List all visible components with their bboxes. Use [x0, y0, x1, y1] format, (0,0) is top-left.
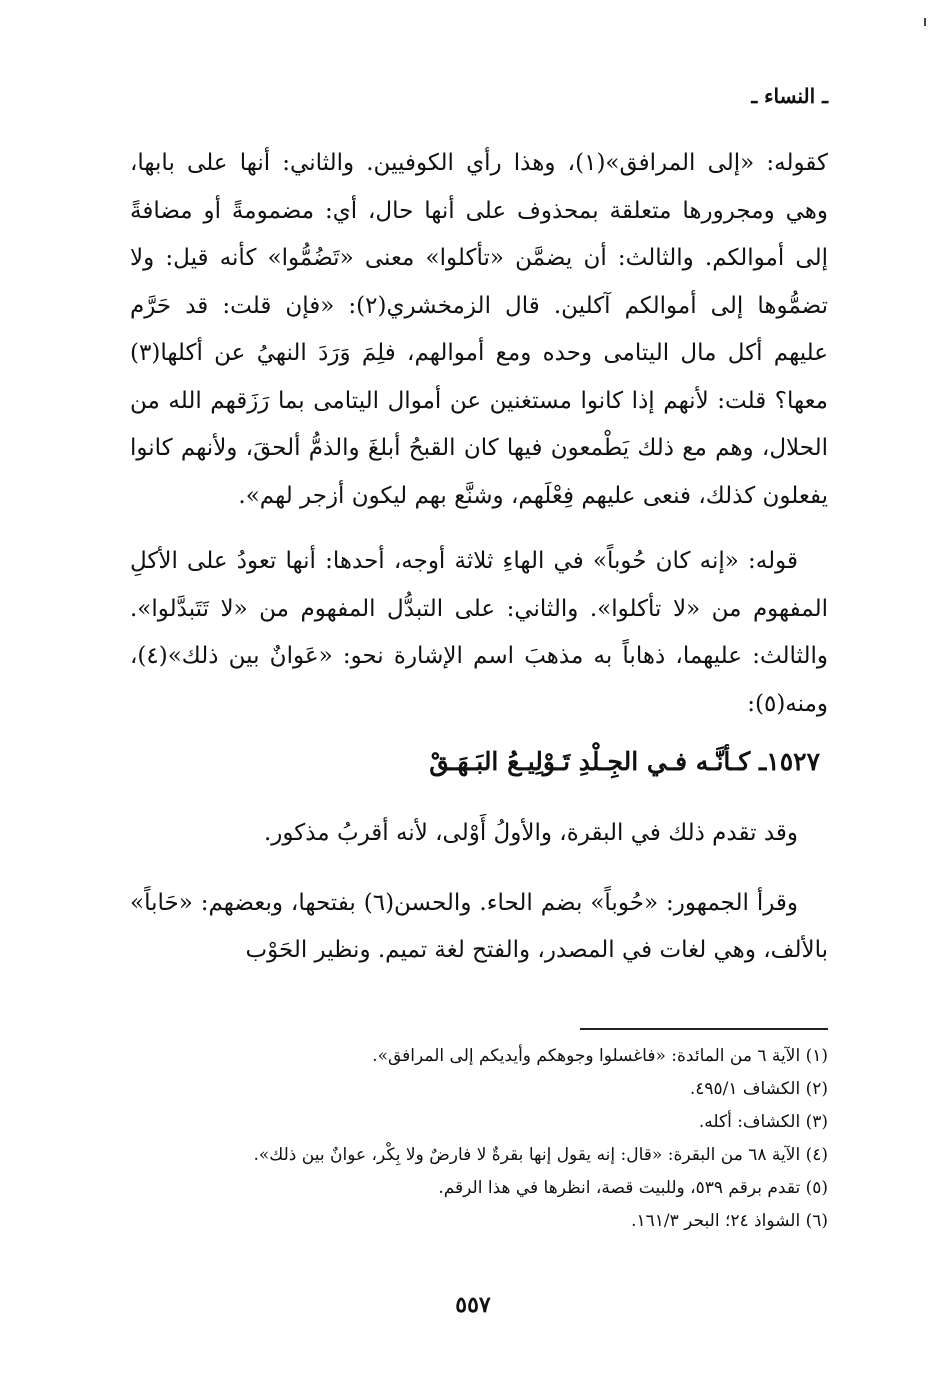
footnote-1: (١) الآية ٦ من المائدة: «فاغسلوا وجوهكم وأيديكم إلى المرافق». — [372, 1046, 828, 1066]
main-text — [130, 140, 828, 975]
page-number: ٥٥٧ — [455, 1292, 491, 1318]
footnote-divider — [580, 1028, 828, 1030]
paragraph-1: كقوله: «إلى المرافق»(١)، وهذا رأي الكوفيين. والثاني: أنها على بابها، وهي ومجرورها متعلقة بمحذوف على أنها حال، أي: مضمومةً أو مضافةً إلى أموالكم. والثالث: أن يضمَّن «تأكلوا» معنى «تَضُمُّوا» كأنه قيل: ولا تضمُّوها إلى أموالكم آكلين. قال الزمخشري(٢): «فإن قلت: قد حَرَّم عليهم أكل مال اليتامى وحده ومع أموالهم، فلِمَ وَرَدَ النهيُ عن أكلها(٣) معها؟ قلت: لأنهم إذا كانوا مستغنين عن أموال اليتامى بما رَزَقهم الله من الحلال، وهم مع ذلك يَطْمعون فيها كان القبحُ أبلغَ والذمُّ ألحقَ، ولأنهم كانوا يفعلون كذلك، فنعى عليهم فِعْلَهم، وشنَّع بهم ليكون أزجر لهم». — [130, 150, 828, 509]
footnote-2: (٢) الكشاف ٤٩٥/١. — [689, 1079, 828, 1099]
paragraph-2: قوله: «إنه كان حُوباً» في الهاءِ ثلاثة أوجه، أحدها: أنها تعودُ على الأكلِ المفهوم من «لا تأكلوا». والثاني: على التبدُّل المفهوم من «لا تَتَبدَّلوا». والثالث: عليهما، ذهاباً به مذهبَ اسم الإشارة نحو: «عَوانٌ بين ذلك»(٤)، ومنه(٥): — [130, 548, 828, 717]
footnote-5: (٥) تقدم برقم ٥٣٩، وللبيت قصة، انظرها في هذا الرقم. — [438, 1178, 828, 1198]
footnotes — [130, 1040, 828, 1238]
footnote-4: (٤) الآية ٦٨ من البقرة: «قال: إنه يقول إنها بقرةٌ لا فارضٌ ولا بِكْر، عوانٌ بين ذلك». — [253, 1145, 828, 1165]
paragraph-3: وقد تقدم ذلك في البقرة، والأولُ أَوْلى، لأنه أقربُ مذكور. — [263, 820, 798, 846]
footnote-6: (٦) الشواذ ٢٤؛ البحر ١٦١/٣. — [631, 1211, 828, 1231]
corner-mark — [924, 18, 926, 26]
running-header: ـ النساء ـ — [751, 84, 828, 108]
footnote-3: (٣) الكشاف: أكله. — [698, 1112, 828, 1132]
poetry-verse: ١٥٢٧ـ كـأنَّـه فـي الجِـلْدِ تَـوْلِيـعُ البَـهَـقْ — [429, 747, 820, 776]
paragraph-4: وقرأ الجمهور: «حُوباً» بضم الحاء. والحسن(٦) بفتحها، وبعضهم: «حَاباً» بالألف، وهي لغات في المصدر، والفتح لغة تميم. ونظير الحَوْب — [130, 889, 828, 963]
